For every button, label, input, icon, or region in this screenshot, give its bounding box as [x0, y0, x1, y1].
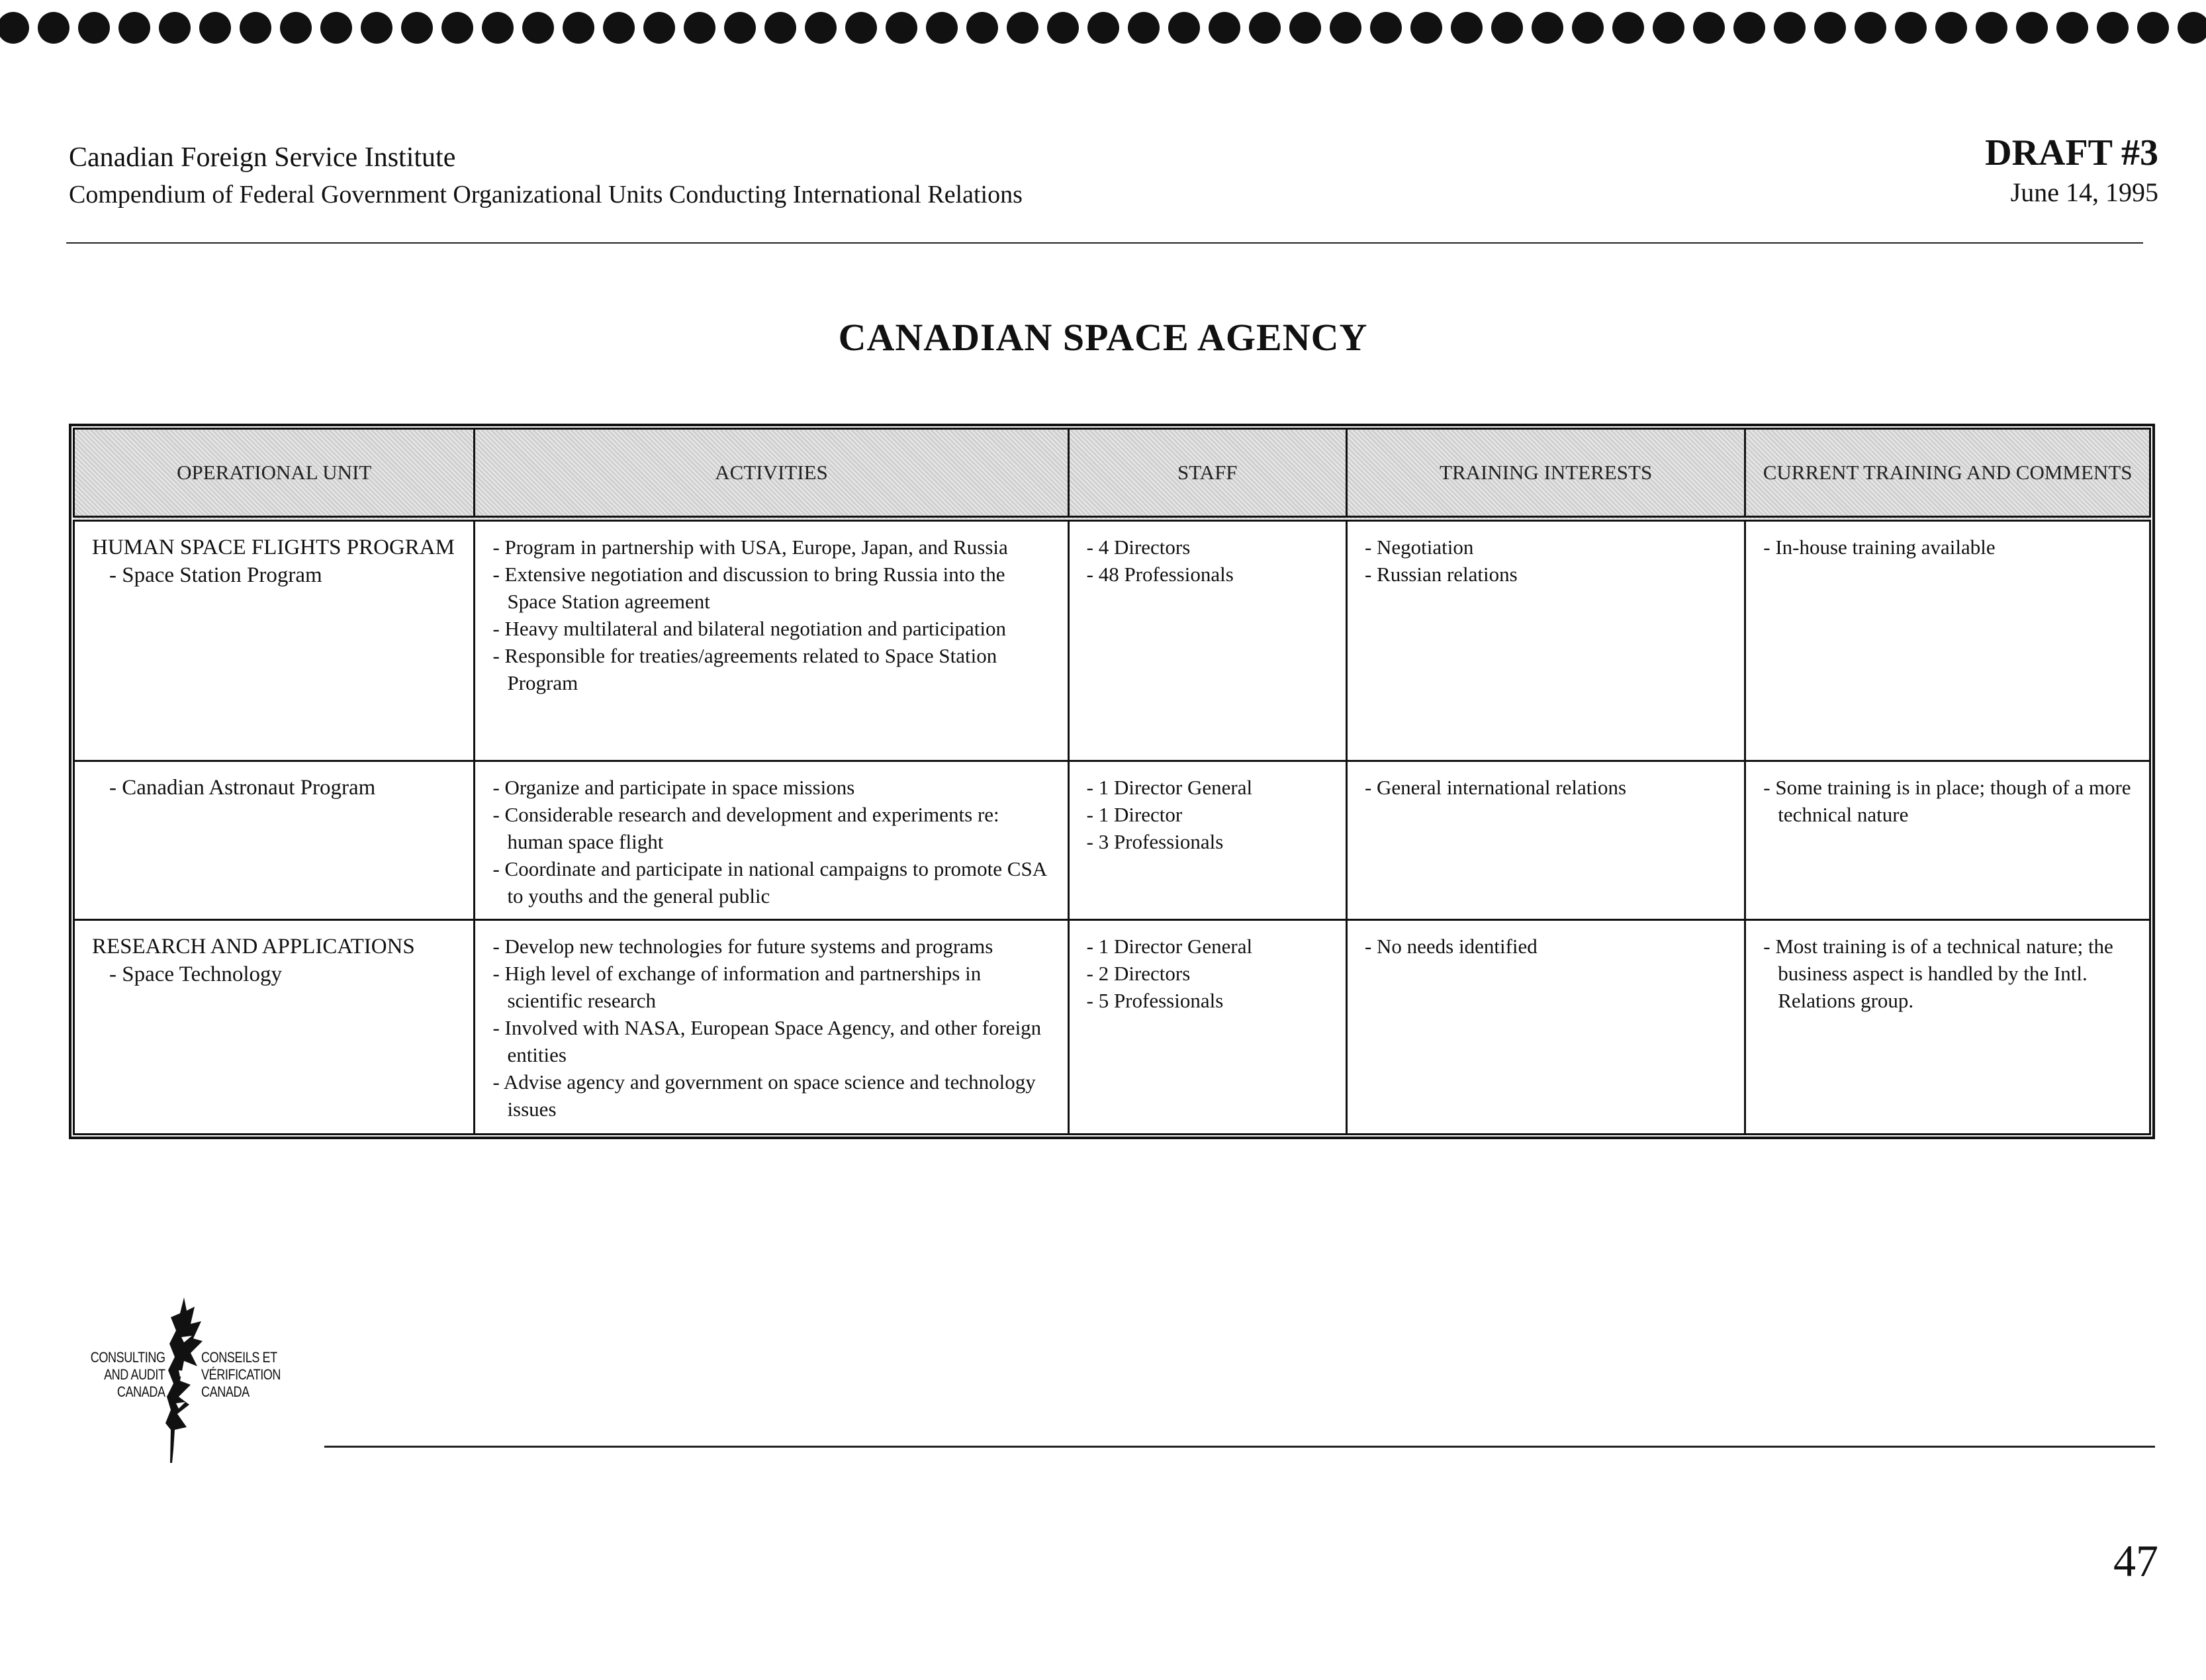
table-header-row — [74, 429, 2150, 519]
border-dot — [926, 12, 958, 44]
comment-item: - In-house training available — [1763, 534, 2132, 561]
training-interests-cell — [1346, 519, 1745, 761]
staff-item: - 5 Professionals — [1087, 987, 1328, 1014]
units-table-frame — [69, 424, 2155, 1139]
border-dot — [522, 12, 554, 44]
border-dot — [1087, 12, 1119, 44]
document-subtitle: Compendium of Federal Government Organizational Units Conducting International Relations — [69, 181, 1023, 209]
activity-item: - Involved with NASA, European Space Agency, and other foreign entities — [492, 1014, 1050, 1068]
activity-item: - Advise agency and government on space science and technology issues — [492, 1068, 1050, 1123]
border-dot — [1935, 12, 1967, 44]
training-interest-item: - No needs identified — [1365, 933, 1727, 960]
activity-item: - Heavy multilateral and bilateral negotiation and participation — [492, 615, 1050, 642]
border-dot — [199, 12, 231, 44]
col-header-operational-unit: OPERATIONAL UNIT — [74, 429, 475, 519]
comment-item: - Some training is in place; though of a more technical nature — [1763, 774, 2132, 828]
border-dot — [1733, 12, 1765, 44]
header-rule — [66, 242, 2143, 244]
col-header-activities: ACTIVITIES — [475, 429, 1068, 519]
unit-cell — [74, 920, 475, 1135]
staff-item: - 1 Director General — [1087, 933, 1328, 960]
draft-info — [1985, 130, 2158, 209]
activity-item: - Organize and participate in space missions — [492, 774, 1050, 801]
border-dot — [38, 12, 69, 44]
logo-line: CONSEILS ET — [201, 1349, 277, 1366]
border-dot — [1814, 12, 1846, 44]
border-dot — [966, 12, 998, 44]
border-dot — [240, 12, 271, 44]
border-dot — [805, 12, 837, 44]
border-dot — [684, 12, 715, 44]
border-dot — [603, 12, 635, 44]
table-row — [74, 761, 2150, 920]
border-dot — [320, 12, 352, 44]
staff-item: - 48 Professionals — [1087, 561, 1328, 588]
border-dot — [1693, 12, 1725, 44]
unit-main: HUMAN SPACE FLIGHTS PROGRAM — [92, 536, 455, 559]
border-dot — [2137, 12, 2169, 44]
border-dot — [764, 12, 796, 44]
col-header-staff: STAFF — [1068, 429, 1346, 519]
border-dot — [563, 12, 594, 44]
logo-text-en — [91, 1349, 165, 1401]
border-dot — [1128, 12, 1160, 44]
border-dot — [1370, 12, 1402, 44]
unit-main: RESEARCH AND APPLICATIONS — [92, 935, 415, 958]
page-number: 47 — [2113, 1536, 2158, 1586]
border-dot — [2056, 12, 2088, 44]
border-dot — [1855, 12, 1886, 44]
unit-cell — [74, 519, 475, 761]
border-dot — [159, 12, 191, 44]
logo-text-fr — [201, 1349, 281, 1401]
border-dot — [1289, 12, 1321, 44]
border-dot — [1168, 12, 1200, 44]
page-title: CANADIAN SPACE AGENCY — [838, 316, 1368, 359]
training-interests-cell — [1346, 761, 1745, 920]
border-dot — [78, 12, 110, 44]
border-dot — [2097, 12, 2129, 44]
activity-item: - Develop new technologies for future systems and programs — [492, 933, 1050, 960]
decorative-dot-border — [0, 9, 2206, 46]
border-dot — [643, 12, 675, 44]
draft-date: June 14, 1995 — [2010, 177, 2158, 207]
comments-cell — [1745, 920, 2150, 1135]
border-dot — [361, 12, 392, 44]
comments-cell — [1745, 519, 2150, 761]
staff-cell — [1068, 519, 1346, 761]
activity-item: - High level of exchange of information and partnerships in scientific research — [492, 960, 1050, 1014]
border-dot — [441, 12, 473, 44]
border-dot — [401, 12, 433, 44]
border-dot — [1209, 12, 1240, 44]
border-dot — [845, 12, 877, 44]
col-header-current-training: CURRENT TRAINING AND COMMENTS — [1745, 429, 2150, 519]
unit-cell — [74, 761, 475, 920]
border-dot — [1047, 12, 1079, 44]
unit-sub: - Space Technology — [109, 962, 283, 986]
training-interest-item: - Negotiation — [1365, 534, 1727, 561]
activities-cell — [475, 519, 1068, 761]
logo-line: CANADA — [117, 1383, 165, 1400]
border-dot — [1330, 12, 1361, 44]
border-dot — [118, 12, 150, 44]
border-dot — [1976, 12, 2007, 44]
border-dot — [1491, 12, 1523, 44]
activity-item: - Considerable research and development and experiments re: human space flight — [492, 801, 1050, 855]
logo-line: VÉRIFICATION — [201, 1366, 281, 1383]
activities-cell — [475, 761, 1068, 920]
border-dot — [1410, 12, 1442, 44]
table-row — [74, 519, 2150, 761]
training-interests-cell — [1346, 920, 1745, 1135]
logo-line: AND AUDIT — [104, 1366, 165, 1383]
staff-item: - 4 Directors — [1087, 534, 1328, 561]
border-dot — [280, 12, 312, 44]
border-dot — [1895, 12, 1927, 44]
staff-cell — [1068, 920, 1346, 1135]
border-dot — [1774, 12, 1806, 44]
logo-line: CANADA — [201, 1383, 250, 1400]
staff-item: - 3 Professionals — [1087, 828, 1328, 855]
logo-line: CONSULTING — [91, 1349, 165, 1366]
border-dot — [1532, 12, 1563, 44]
comments-cell — [1745, 761, 2150, 920]
draft-label: DRAFT #3 — [1985, 132, 2158, 173]
border-dot — [1572, 12, 1604, 44]
comment-item: - Most training is of a technical nature; the business aspect is handled by the Intl. Relations group. — [1763, 933, 2132, 1014]
border-dot — [1249, 12, 1281, 44]
activity-item: - Program in partnership with USA, Europe, Japan, and Russia — [492, 534, 1050, 561]
unit-sub: - Space Station Program — [109, 563, 322, 587]
activities-cell — [475, 920, 1068, 1135]
table-row — [74, 920, 2150, 1135]
activity-item: - Coordinate and participate in national campaigns to promote CSA to youths and the general public — [492, 855, 1050, 910]
consulting-audit-canada-logo — [78, 1297, 290, 1470]
border-dot — [2016, 12, 2048, 44]
border-dot — [1612, 12, 1644, 44]
border-dot — [1451, 12, 1483, 44]
staff-item: - 1 Director General — [1087, 774, 1328, 801]
border-dot — [1653, 12, 1684, 44]
training-interest-item: - General international relations — [1365, 774, 1727, 801]
border-dot — [482, 12, 514, 44]
document-header — [69, 139, 1023, 213]
activity-item: - Extensive negotiation and discussion to bring Russia into the Space Station agreement — [492, 561, 1050, 615]
border-dot — [1007, 12, 1038, 44]
staff-cell — [1068, 761, 1346, 920]
training-interest-item: - Russian relations — [1365, 561, 1727, 588]
institute-name: Canadian Foreign Service Institute — [69, 142, 456, 173]
staff-item: - 2 Directors — [1087, 960, 1328, 987]
maple-leaf-split-icon — [164, 1297, 204, 1463]
units-table — [73, 428, 2151, 1135]
border-dot — [724, 12, 756, 44]
staff-item: - 1 Director — [1087, 801, 1328, 828]
border-dot — [0, 12, 29, 44]
border-dot — [886, 12, 917, 44]
unit-sub: - Canadian Astronaut Program — [109, 776, 376, 800]
footer-rule — [324, 1446, 2155, 1448]
border-dot — [2178, 12, 2206, 44]
activity-item: - Responsible for treaties/agreements related to Space Station Program — [492, 642, 1050, 696]
col-header-training-interests: TRAINING INTERESTS — [1346, 429, 1745, 519]
